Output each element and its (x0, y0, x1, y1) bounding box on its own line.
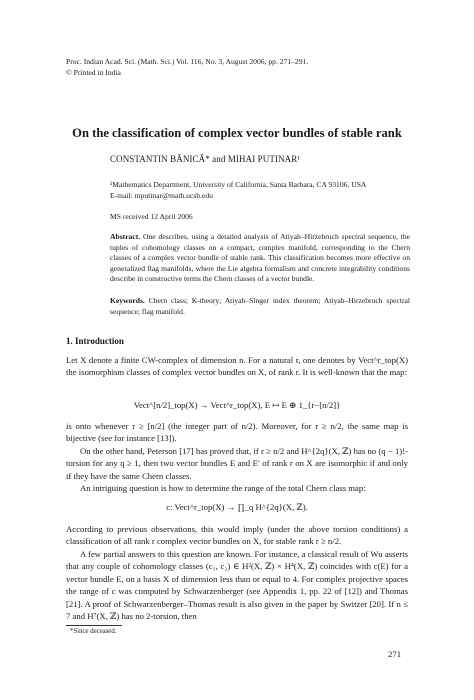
footnote: *Since deceased. (70, 628, 117, 635)
journal-citation: Proc. Indian Acad. Sci. (Math. Sci.) Vol. 116, No. 3, August 2006, pp. 271–291. (66, 57, 309, 66)
journal-header (66, 56, 308, 78)
paper-title: On the classification of complex vector bundles of stable rank (72, 126, 402, 140)
affiliation (110, 180, 440, 201)
keywords-label: Keywords. (110, 296, 145, 305)
paragraph-3: On the other hand, Peterson [17] has proved that, if r ≥ n/2 and H^{2q}(X, ℤ) has no (q − 1)!-torsion for any q ≥ 1, then two vector bundles E and E′ of rank r on X are isomorphic if and only if they have the same Chern classes. (66, 446, 408, 481)
abstract (110, 232, 410, 285)
affiliation-address: ¹Mathematics Department, University of California, Santa Barbara, CA 93106, USA (110, 180, 367, 189)
printed-in: © Printed in India (66, 68, 121, 77)
equation-1: Vect^[n/2]_top(X) → Vect^r_top(X), E ↦ E ⊕ 1_{r−[n/2]} (133, 400, 341, 410)
keywords-text: Chern class; K-theory; Atiyah–Singer index theorem; Atiyah–Hirzebruch spectral sequence; flag manifold. (110, 296, 410, 316)
received-date: MS received 12 April 2006 (110, 212, 193, 221)
keywords (110, 296, 410, 317)
paragraph-5: According to previous observations, this would imply (under the above torsion conditions) a classification of all rank r complex vector bundles on X, for stable rank r ≥ n/2. (66, 524, 408, 547)
footnote-rule (66, 625, 122, 626)
authors: CONSTANTIN BĂNICĂ* and MIHAI PUTINAR¹ (110, 154, 301, 164)
paragraph-4: An intriguing question is how to determine the range of the total Chern class map: (80, 483, 366, 493)
paragraph-1: Let X denote a finite CW-complex of dimension n. For a natural r, one denotes by Vect^r_top(X) the isomorphism classes of complex vector bundles on X, of rank r. It is well-known that the map: (66, 355, 408, 378)
affiliation-email: E-mail: mputinar@math.ucsb.edu (110, 190, 213, 200)
paragraph-2: is onto whenever r ≥ [n/2] (the integer part of n/2). Moreover, for r ≥ n/2, the same map is bijective (see for instance [13]). (66, 421, 408, 444)
page-number: 271 (388, 649, 402, 659)
equation-2: c: Vect^r_top(X) → ∏_q H^{2q}(X, ℤ). (166, 502, 308, 512)
abstract-text: One describes, using a detailed analysis of Atiyah–Hirzebruch spectral sequence, the tuples of cohomology classes on a compact, complex manifold, corresponding to the Chern classes of a complex vector bundle of stable rank. This classification becomes more effective on generalized flag manifolds, where the Lie algebra formalism and concrete integrability conditions describe in constructive terms the Chern classes of a vector bundle. (110, 232, 410, 283)
abstract-label: Abstract. (110, 232, 141, 241)
paragraph-6: A few partial answers to this question are known. For instance, a classical result of Wu asserts that any couple of cohomology classes (c₁, c₂) ∈ H²(X, ℤ) × H⁴(X, ℤ) coincides with c(E) for a vector bundle E, on a basis X of dimension less than or equal to 4. For complex projective spaces the range of c was computed by Schwarzenberger (see Appendix 1, pp. 22 of [12]) and Thomas [21]. A proof of Schwarzenberger–Thomas result is also given in the paper by Switzer [20]. If n ≤ 7 and H⁷(X, ℤ) has no 2-torsion, then (66, 549, 408, 622)
section-heading: 1. Introduction (66, 336, 124, 346)
